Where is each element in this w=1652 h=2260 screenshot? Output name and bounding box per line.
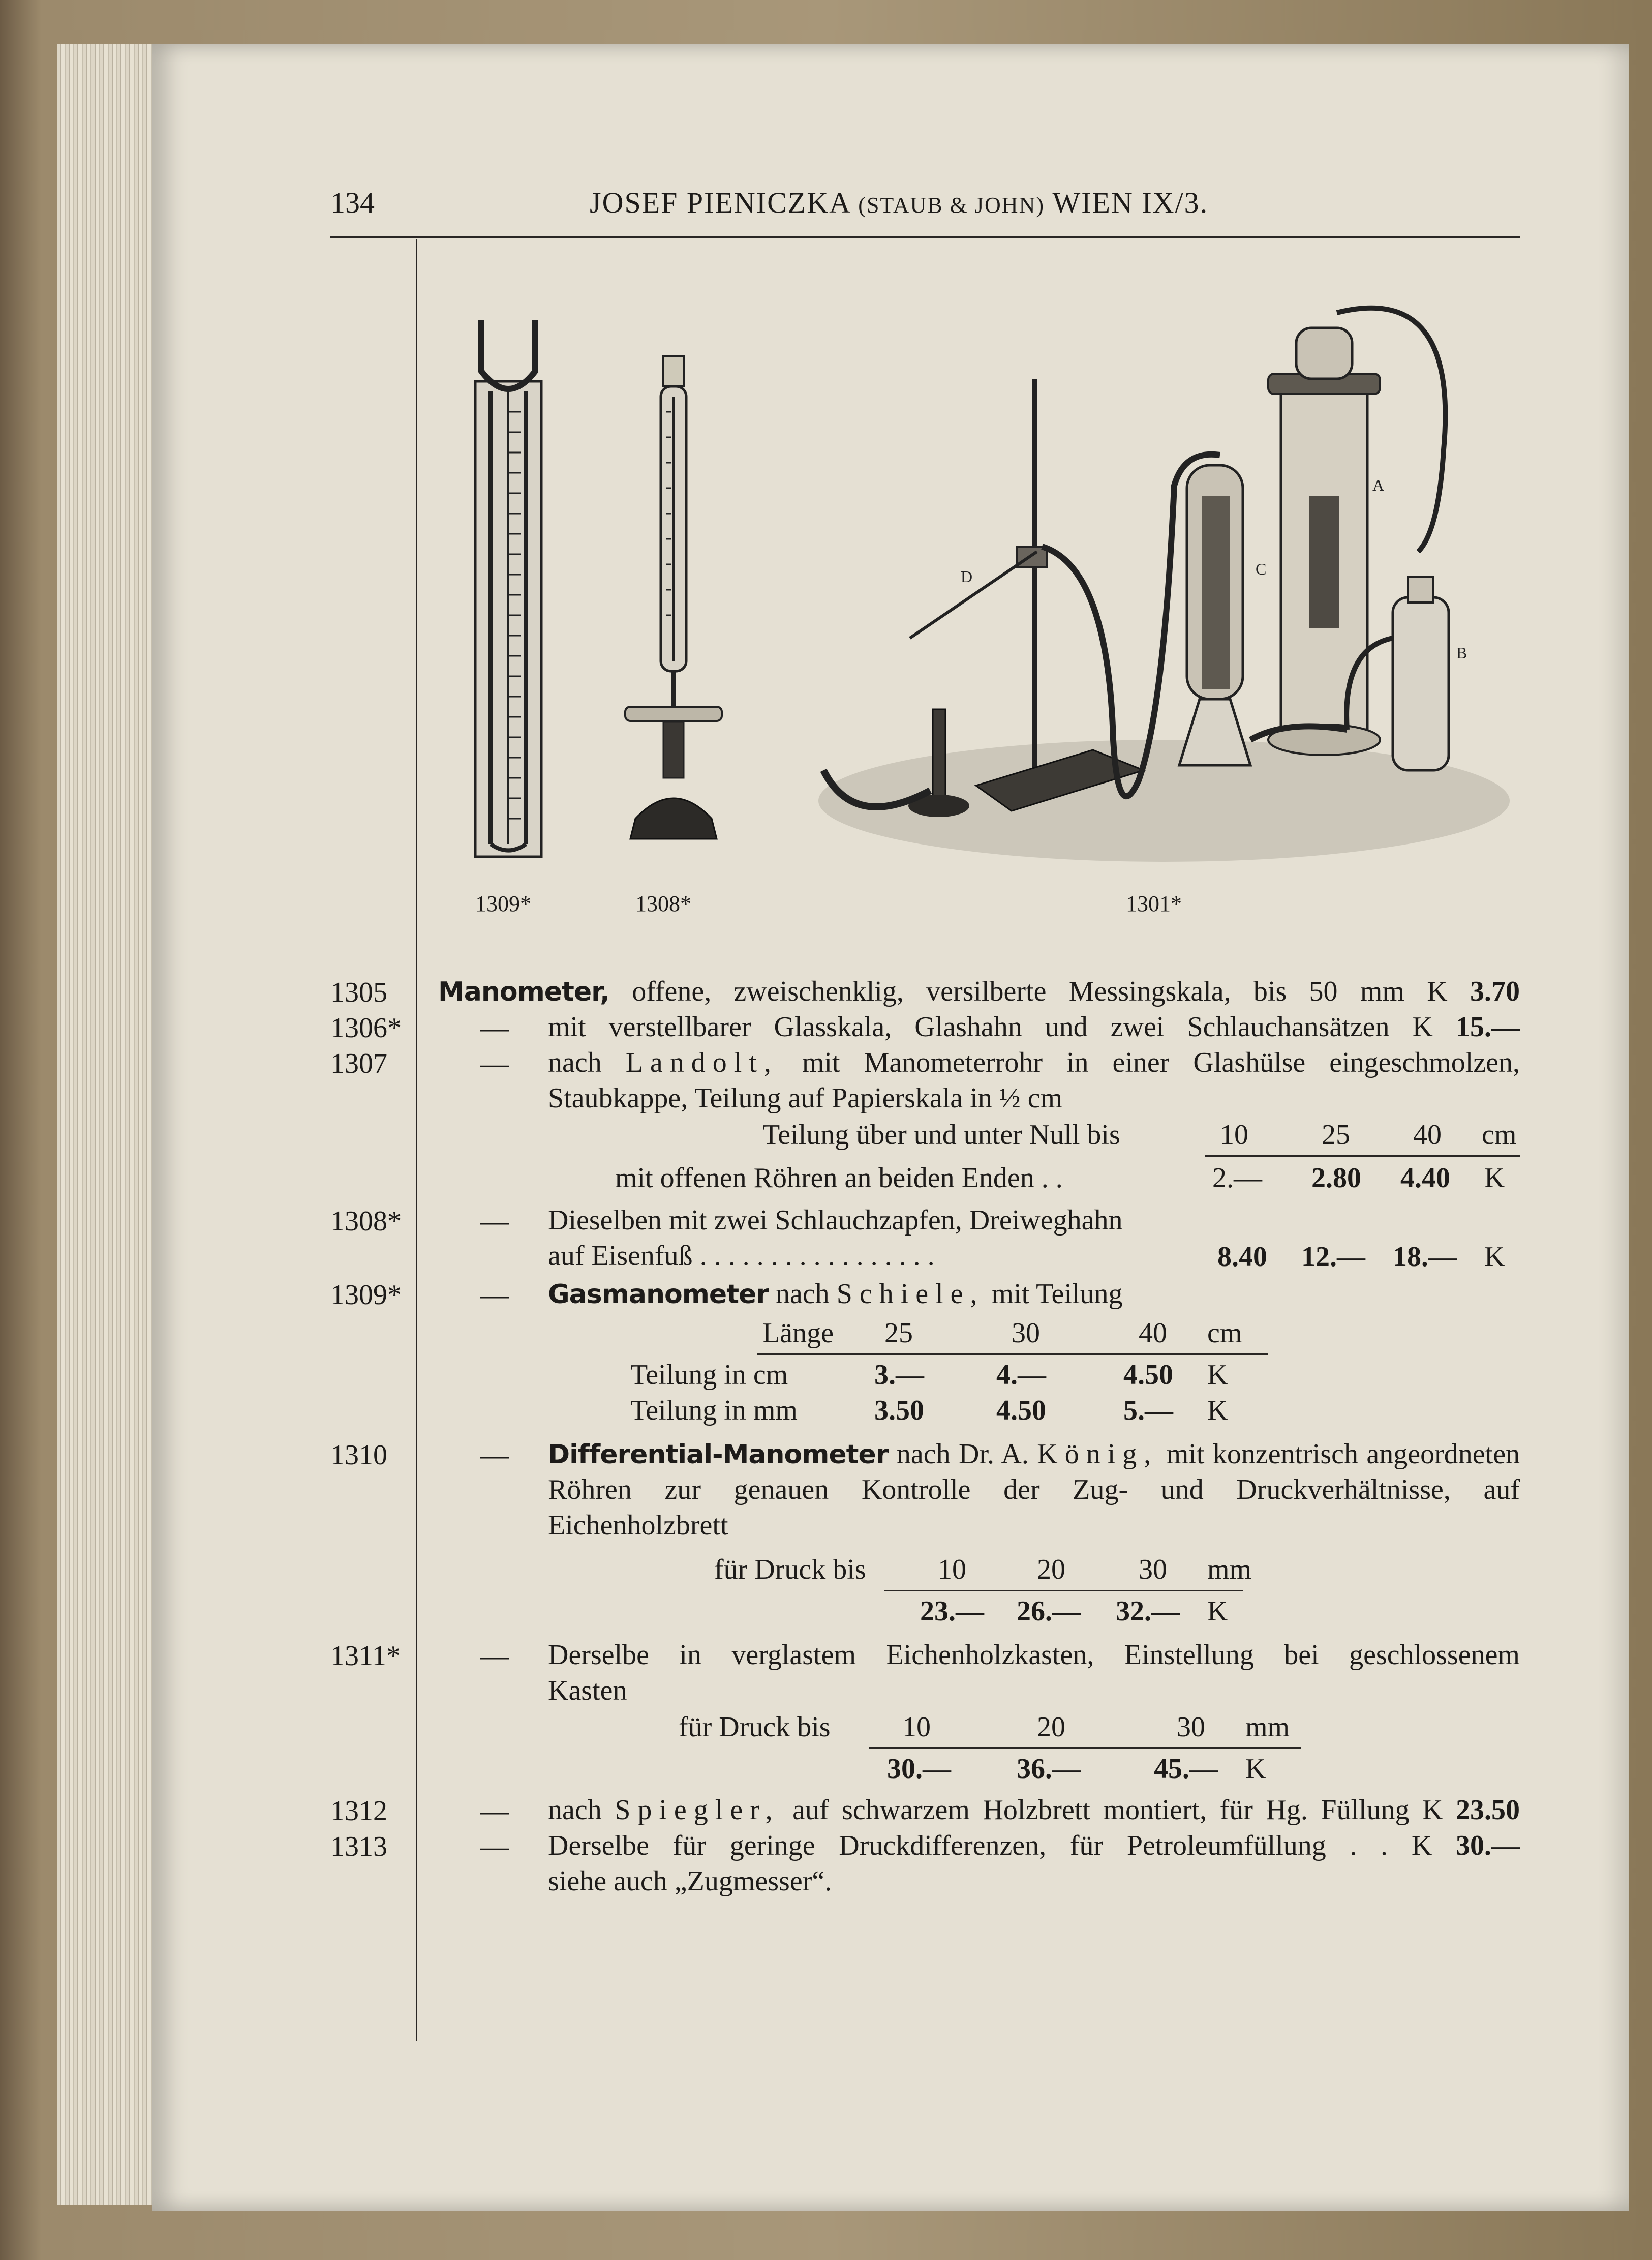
currency: K — [1245, 1753, 1266, 1785]
col-head: cm — [1207, 1317, 1242, 1349]
entry-author: Landolt, — [625, 1047, 778, 1078]
entry-text: nach — [548, 1047, 602, 1078]
price: 36.— — [1017, 1753, 1081, 1785]
price: 12.— — [1301, 1241, 1365, 1273]
label-d: D — [961, 567, 973, 586]
entry-1309 — [548, 1276, 1122, 1312]
entry-dash: — — [480, 1279, 509, 1311]
entry-1311-line2: Kasten — [548, 1675, 627, 1706]
price: 2.— — [1212, 1162, 1262, 1194]
table-rule — [869, 1747, 1301, 1749]
item-number: 1305 — [330, 977, 387, 1008]
table-head-label: Teilung über und unter Null bis — [762, 1119, 1120, 1151]
entry-dash: — — [480, 1048, 509, 1079]
entry-author: Spiegler, — [615, 1794, 780, 1826]
entry-author: König, — [1037, 1438, 1158, 1470]
entry-1310-line3: Eichenholzbrett — [548, 1510, 728, 1541]
price: 32.— — [1116, 1595, 1180, 1627]
caption-1309: 1309* — [475, 891, 531, 916]
row-label: Teilung in mm — [630, 1395, 798, 1426]
entry-text: mit verstellbarer Glasskala, Glashahn und zwei Schlauchansätzen K — [548, 1011, 1433, 1043]
price: 18.— — [1393, 1241, 1457, 1273]
price: 4.40 — [1400, 1162, 1450, 1194]
figure-1308-landolt-manometer — [615, 351, 732, 859]
price: 4.50 — [996, 1395, 1046, 1426]
running-head-place: WIEN IX/3. — [1052, 186, 1209, 219]
running-head-firm: (STAUB & JOHN) — [858, 193, 1045, 218]
price: 3.— — [874, 1359, 924, 1391]
entry-1313-line2: siehe auch „Zugmesser“. — [548, 1865, 832, 1897]
figure-1309-u-tube-manometer — [470, 310, 546, 859]
entry-title: Differential-Manometer — [548, 1439, 889, 1470]
entry-1310-line2: Röhren zur genauen Kontrolle der Zug- und Druckverhältnisse, auf — [548, 1474, 1520, 1505]
caption-1301: 1301* — [1126, 891, 1182, 916]
entry-text: nach Dr. A. — [896, 1438, 1029, 1470]
price: 2.80 — [1311, 1162, 1361, 1194]
entry-price: 3.70 — [1470, 976, 1520, 1007]
col-head: 10 — [1220, 1119, 1248, 1151]
running-header — [330, 186, 1520, 238]
entry-text: mit Manometerrohr in einer Glashülse eingeschmolzen, — [802, 1047, 1520, 1078]
label-b: B — [1456, 644, 1467, 662]
entry-1310-line1 — [548, 1436, 1520, 1472]
row-label: mit offenen Röhren an beiden Enden . . — [615, 1162, 1063, 1194]
entry-1307-line1 — [548, 1045, 1520, 1080]
col-head: mm — [1245, 1711, 1290, 1743]
currency: K — [1207, 1395, 1228, 1426]
entry-1308-line1: Dieselben mit zwei Schlauchzapfen, Dreiweghahn — [548, 1204, 1123, 1236]
currency: K — [1207, 1359, 1228, 1391]
price: 5.— — [1123, 1395, 1173, 1426]
col-head: 40 — [1139, 1317, 1167, 1349]
currency: K — [1484, 1241, 1505, 1273]
table-head-label: für Druck bis — [679, 1711, 831, 1743]
col-head: 10 — [902, 1711, 931, 1743]
entry-text: nach — [548, 1794, 602, 1826]
entry-text: nach — [775, 1278, 830, 1310]
entry-1307-line2: Staubkappe, Teilung auf Papierskala in ½ cm — [548, 1082, 1063, 1114]
entry-dash: — — [480, 1439, 509, 1471]
price: 4.— — [996, 1359, 1046, 1391]
item-number: 1306* — [330, 1012, 402, 1044]
col-head: 10 — [938, 1554, 966, 1585]
price: 30.— — [887, 1753, 951, 1785]
table-rule — [884, 1590, 1243, 1591]
entry-text: auf schwarzem Holzbrett montiert, für Hg. Füllung K — [792, 1794, 1443, 1826]
entry-1313-line1 — [548, 1828, 1520, 1863]
entry-title: Gasmanometer — [548, 1279, 769, 1310]
row-label: Teilung in cm — [630, 1359, 788, 1391]
col-head: mm — [1207, 1554, 1252, 1585]
entry-1311-line1: Derselbe in verglastem Eichenholzkasten, Einstellung bei geschlossenem — [548, 1639, 1520, 1671]
entry-dash: — — [480, 1206, 509, 1237]
entry-dash: — — [480, 1640, 509, 1672]
item-number: 1308* — [330, 1206, 402, 1237]
entry-dash: — — [480, 1012, 509, 1044]
item-number: 1312 — [330, 1795, 387, 1827]
entry-text: mit Teilung — [991, 1278, 1123, 1310]
price: 26.— — [1017, 1595, 1081, 1627]
col-head: 25 — [1322, 1119, 1350, 1151]
entry-dash: — — [480, 1795, 509, 1827]
entry-text: mit konzentrisch angeordneten — [1166, 1438, 1520, 1470]
price: 4.50 — [1123, 1359, 1173, 1391]
running-head — [590, 186, 1208, 220]
entry-price: 15.— — [1456, 1011, 1520, 1043]
label-a: A — [1372, 476, 1385, 494]
col-head: 20 — [1037, 1711, 1065, 1743]
entry-dash: — — [480, 1831, 509, 1862]
table-head-label: für Druck bis — [714, 1554, 866, 1585]
item-number: 1309* — [330, 1279, 402, 1311]
entry-1306 — [548, 1009, 1520, 1045]
entry-author: Schiele, — [836, 1278, 985, 1310]
price: 23.— — [920, 1595, 984, 1627]
table-head-label: Länge — [762, 1317, 834, 1349]
price: 3.50 — [874, 1395, 924, 1426]
col-head: 30 — [1177, 1711, 1205, 1743]
col-head: 40 — [1413, 1119, 1442, 1151]
col-head: 30 — [1012, 1317, 1040, 1349]
entry-price: 23.50 — [1456, 1794, 1520, 1826]
caption-1308: 1308* — [635, 891, 691, 916]
entry-title: Manometer, — [438, 977, 609, 1007]
page-edges — [57, 44, 164, 2205]
margin-rule — [416, 239, 417, 2041]
item-number: 1313 — [330, 1831, 387, 1862]
currency: K — [1484, 1162, 1505, 1194]
page-number: 134 — [330, 186, 375, 219]
item-number: 1307 — [330, 1048, 387, 1079]
price: 45.— — [1154, 1753, 1218, 1785]
figure-1301-gas-apparatus — [808, 282, 1515, 882]
entry-1308-line2: auf Eisenfuß . . . . . . . . . . . . . . . . . — [548, 1240, 935, 1272]
entry-text: offene, zweischenklig, versilberte Messingskala, bis 50 mm K — [632, 976, 1448, 1007]
entry-1305 — [438, 974, 1520, 1010]
table-rule — [1205, 1155, 1520, 1157]
item-number: 1311* — [330, 1640, 401, 1672]
table-rule — [757, 1353, 1268, 1355]
label-c: C — [1256, 560, 1267, 578]
col-head: 20 — [1037, 1554, 1065, 1585]
entry-text: Derselbe für geringe Druckdifferenzen, für Petroleumfüllung . . K — [548, 1830, 1432, 1861]
col-head: 25 — [884, 1317, 913, 1349]
running-head-main: JOSEF PIENICZKA — [590, 186, 850, 219]
col-head: 30 — [1139, 1554, 1167, 1585]
item-number: 1310 — [330, 1439, 387, 1471]
currency: K — [1207, 1595, 1228, 1627]
entry-1312 — [548, 1792, 1520, 1828]
price: 8.40 — [1217, 1241, 1267, 1273]
col-head: cm — [1482, 1119, 1517, 1151]
entry-price: 30.— — [1456, 1830, 1520, 1861]
